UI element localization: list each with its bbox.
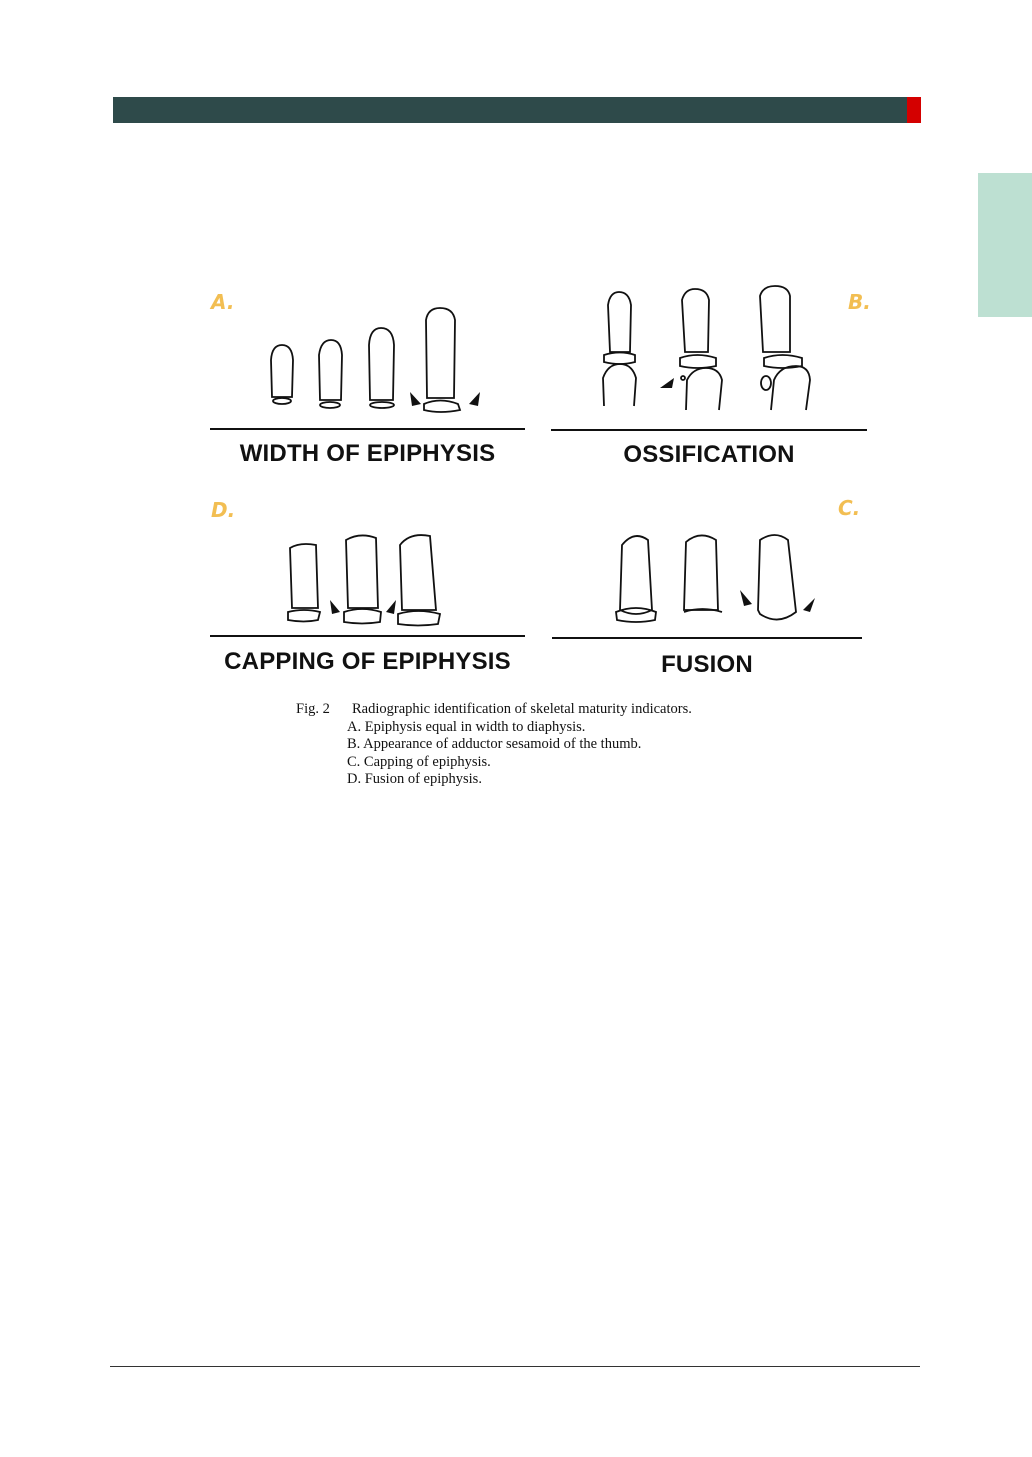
panel-a-drawing bbox=[271, 308, 480, 412]
panel-a-title: WIDTH OF EPIPHYSIS bbox=[239, 440, 496, 467]
panel-b-rule bbox=[551, 429, 867, 431]
panel-b-letter: B. bbox=[848, 290, 871, 314]
figure-caption bbox=[296, 701, 692, 789]
panel-d-rule bbox=[210, 635, 525, 637]
panel-c-letter: C. bbox=[838, 496, 861, 520]
caption-title: Radiographic identification of skeletal maturity indicators. bbox=[352, 701, 692, 717]
panel-d-letter: D. bbox=[211, 498, 236, 522]
caption-item: A. Epiphysis equal in width to diaphysis. bbox=[347, 718, 586, 735]
caption-item: B. Appearance of adductor sesamoid of the thumb. bbox=[347, 736, 642, 752]
caption-item: D. Fusion of epiphysis. bbox=[347, 771, 482, 787]
skeletal-maturity-figure bbox=[0, 0, 1032, 720]
panel-c-rule bbox=[552, 637, 862, 639]
panel-c-title: FUSION bbox=[661, 651, 753, 678]
panel-a-letter: A. bbox=[211, 290, 235, 314]
caption-fig-label: Fig. 2 bbox=[296, 701, 330, 717]
panel-b-title: OSSIFICATION bbox=[623, 441, 795, 468]
panel-a-rule bbox=[210, 428, 525, 430]
footer-rule bbox=[110, 1366, 920, 1367]
panel-c-drawing bbox=[616, 535, 815, 622]
panel-d-drawing bbox=[288, 535, 440, 625]
panel-b-drawing bbox=[603, 286, 810, 410]
panel-d-title: CAPPING OF EPIPHYSIS bbox=[224, 648, 511, 675]
caption-item: C. Capping of epiphysis. bbox=[347, 753, 491, 770]
